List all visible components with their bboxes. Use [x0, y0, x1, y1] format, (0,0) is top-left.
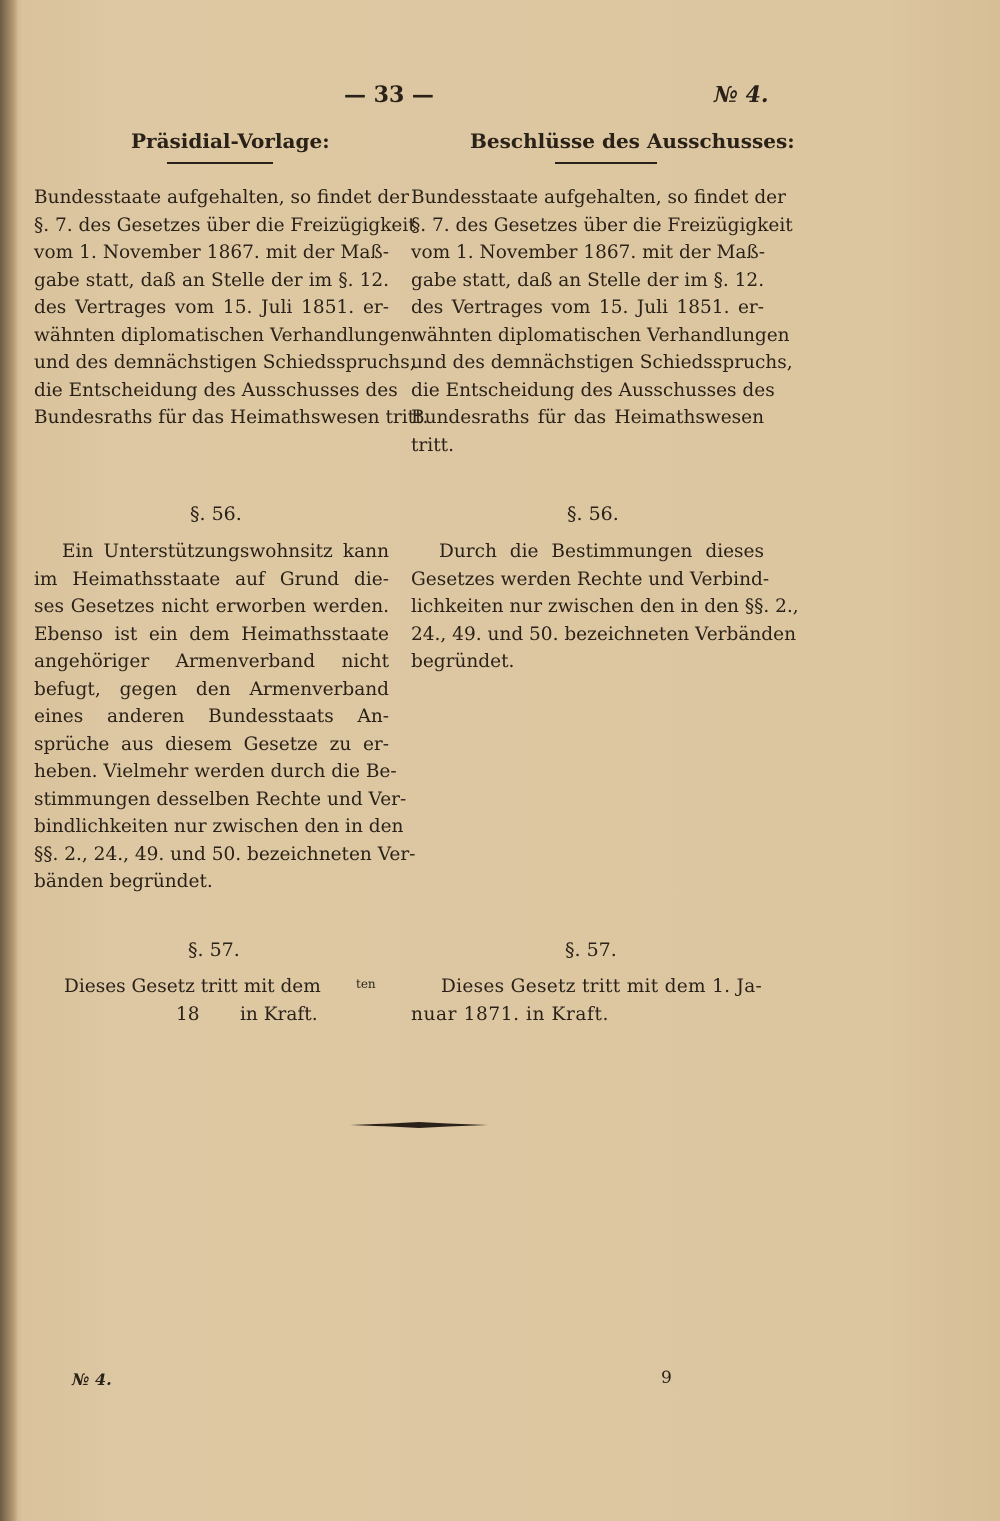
right-section-57-heading: §. 57.: [565, 939, 617, 961]
left-section-57-heading: §. 57.: [188, 939, 240, 961]
text-line: bindlichkeiten nur zwischen den in den: [34, 816, 404, 837]
text-line: §§. 2., 24., 49. und 50. bezeichneten Ver-: [34, 843, 416, 865]
text-line: gabe statt, daß an Stelle der im §. 12.: [411, 269, 765, 291]
text-line: vom 1. November 1867. mit der Maß-: [411, 242, 766, 263]
text-line: §. 7. des Gesetzes über die Freizügigkeit: [34, 214, 416, 236]
text-line: und des demnächstigen Schiedsspruchs,: [411, 352, 793, 373]
book-spine-shadow: [0, 0, 18, 1521]
text-line: sprüche aus diesem Gesetze zu er-: [34, 733, 389, 755]
left-column-heading: Präsidial-Vorlage:: [131, 129, 330, 153]
text-line: Bundesraths für das Heimathswesen tritt.: [34, 407, 429, 428]
right-section-56-heading: §. 56.: [567, 503, 619, 525]
right-heading-rule: [555, 162, 657, 164]
text-line: die Entscheidung des Ausschusses des: [411, 379, 775, 401]
text-line: angehöriger Armenverband nicht: [34, 651, 389, 672]
page-number: — 33 —: [344, 82, 434, 108]
text-line: gabe statt, daß an Stelle der im §. 12.: [34, 269, 389, 291]
left-law-ending: in Kraft.: [240, 1004, 318, 1025]
text-line: ses Gesetzes nicht erworben werden.: [34, 596, 389, 617]
text-line: und des demnächstigen Schiedsspruchs,: [34, 352, 416, 373]
text-line: wähnten diplomatischen Verhandlungen: [411, 324, 790, 346]
document-number: № 4.: [714, 82, 769, 108]
right-column-heading: Beschlüsse des Ausschusses:: [470, 129, 795, 153]
text-line: Gesetzes werden Rechte und Verbind-: [411, 568, 770, 590]
footer-document-number: № 4.: [72, 1370, 112, 1389]
text-line: Bundesstaate aufgehalten, so findet der: [411, 187, 786, 208]
text-line: Ein Unterstützungswohnsitz kann: [62, 541, 389, 562]
text-line: wähnten diplomatischen Verhandlungen: [34, 324, 413, 346]
left-law-superscript: ten: [356, 977, 376, 991]
text-line: im Heimathsstaate auf Grund die-: [34, 568, 389, 590]
text-line: des Vertrages vom 15. Juli 1851. er-: [411, 297, 764, 318]
text-line: 24., 49. und 50. bezeichneten Verbänden: [411, 623, 797, 645]
right-paragraph-continuation: [411, 184, 793, 459]
text-line: des Vertrages vom 15. Juli 1851. er-: [34, 297, 389, 318]
text-line: die Entscheidung des Ausschusses des: [34, 379, 398, 401]
text-line: befugt, gegen den Armenverband: [34, 678, 389, 700]
text-line: Durch die Bestimmungen dieses: [439, 541, 764, 562]
left-section-56-heading: §. 56.: [190, 503, 242, 525]
right-law-line-2: nuar 1871. in Kraft.: [411, 1004, 609, 1025]
text-line: lichkeiten nur zwischen den in den §§. 2.,: [411, 596, 799, 617]
text-line: tritt.: [411, 434, 454, 456]
text-line: vom 1. November 1867. mit der Maß-: [34, 242, 389, 263]
text-line: Bundesstaate aufgehalten, so findet der: [34, 187, 409, 208]
footer-signature-mark: 9: [661, 1368, 672, 1388]
text-line: heben. Vielmehr werden durch die Be-: [34, 761, 397, 782]
text-line: begründet.: [411, 651, 515, 672]
left-law-text: Dieses Gesetz tritt mit dem: [64, 976, 321, 997]
left-heading-rule: [167, 162, 273, 164]
text-line: Ebenso ist ein dem Heimathsstaate: [34, 623, 389, 645]
left-paragraph-continuation: [34, 184, 429, 432]
text-line: stimmungen desselben Rechte und Ver-: [34, 788, 407, 810]
text-line: eines anderen Bundesstaats An-: [34, 706, 389, 727]
text-line: Bundesraths für das Heimathswesen: [411, 407, 764, 428]
end-ornament-rule: [350, 1122, 488, 1128]
text-line: §. 7. des Gesetzes über die Freizügigkeit: [411, 214, 793, 236]
text-line: bänden begründet.: [34, 871, 213, 892]
right-section-56-text: [411, 538, 799, 676]
left-section-56-text: [34, 538, 416, 896]
left-law-date: 18: [176, 1004, 200, 1025]
right-law-line-1: Dieses Gesetz tritt mit dem 1. Ja-: [441, 976, 763, 997]
